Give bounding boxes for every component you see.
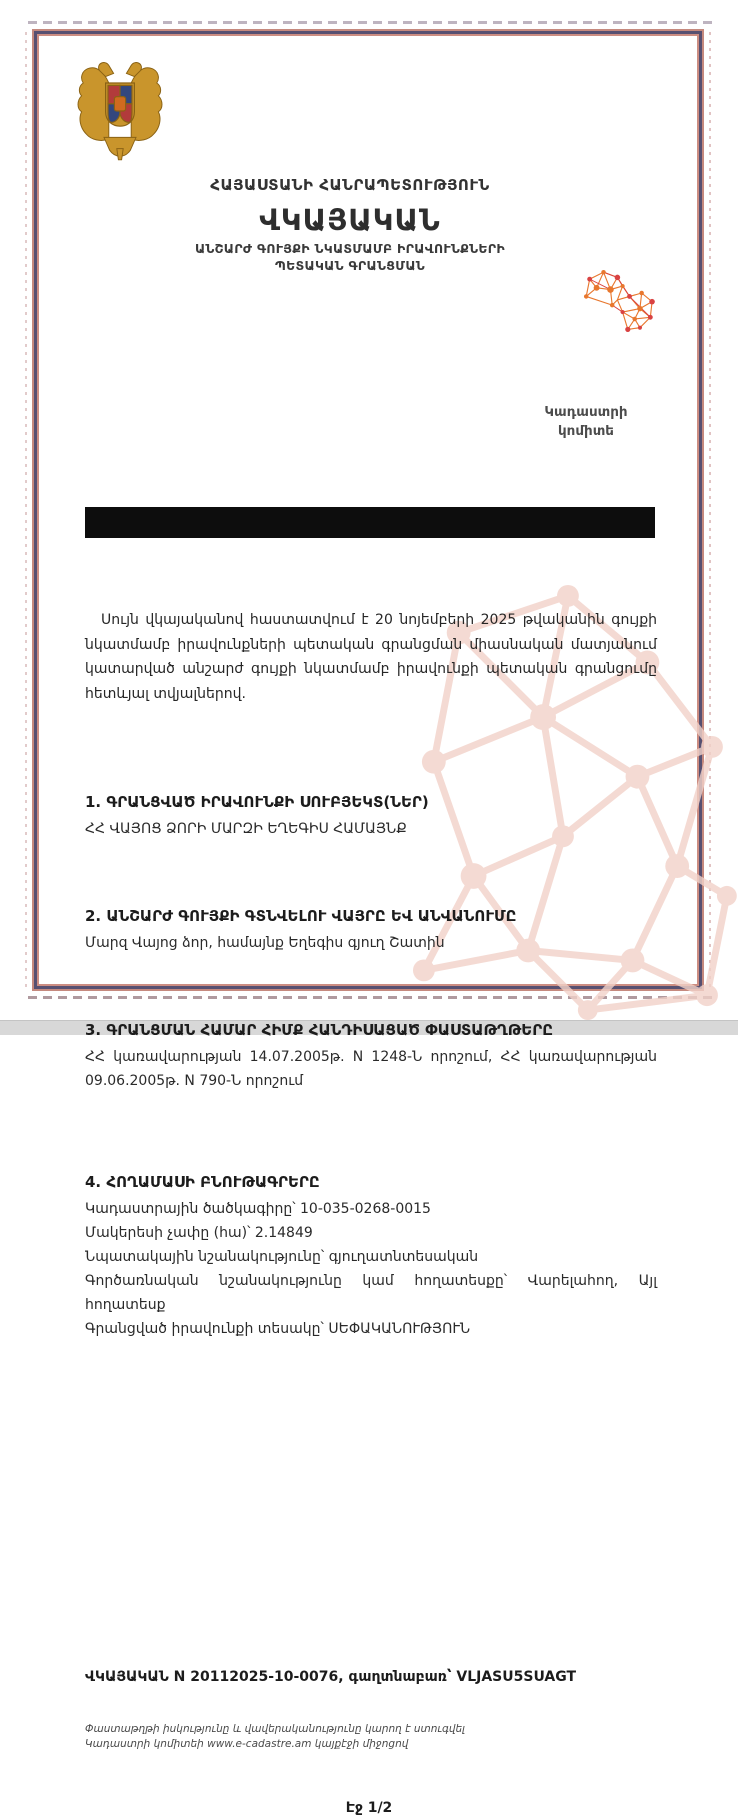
area-size-line: Մակերեսի չափը (հա)՝ 2.14849 [85, 1225, 313, 1241]
section-registered-right-subjects [85, 792, 657, 841]
cadastre-logo-text-line2: կոմիտե [558, 423, 614, 439]
redaction-bar [85, 507, 655, 538]
section-4-heading: 4. ՀՈՂԱՄԱՍԻ ԲՆՈՒԹԱԳՐԵՐԸ [85, 1173, 320, 1191]
section-property-location [85, 906, 657, 955]
right-type-line: Գրանցված իրավունքի տեսակը՝ ՍԵՓԱԿԱՆՈՒԹՅՈՒՆ [85, 1321, 471, 1337]
cadastral-code-line: Կադաստրային ծածկագիրը՝ 10-035-0268-0015 [85, 1201, 431, 1217]
section-3-line: ՀՀ կառավարության 14.07.2005թ. N 1248-Ն որոշում, ՀՀ կառավարության 09.06.2005թ. N 790-Ն որոշում [85, 1049, 657, 1089]
intro-paragraph: Սույն վկայականով հաստատվում է 20 նոյեմբերի 2025 թվականին գույքի նկատմամբ իրավունքների պետական գրանցման միասնական մատյանում կատարված անշարժ գույքի նկատմամբ իրավունքի պետական գրանցումը հետևյալ տվյալներով. [85, 612, 657, 702]
section-1-line: ՀՀ ՎԱՅՈՑ ՁՈՐԻ ՄԱՐԶԻ ԵՂԵԳԻՍ ՀԱՄԱՅՆՔ [85, 821, 407, 837]
document-subtitle-line2: ՊԵՏԱԿԱՆ ԳՐԱՆՑՄԱՆ [274, 258, 426, 273]
certificate-number-line: ՎԿԱՅԱԿԱՆ N 20112025-10-0076, գաղտնաբառ՝ VLJASU5SUAGT [85, 1669, 577, 1685]
dashed-line-top [28, 21, 712, 24]
page-number: Էջ 1/2 [345, 1800, 393, 1816]
section-2-heading: 2. ԱՆՇԱՐԺ ԳՈՒՅՔԻ ԳՏՆՎԵԼՈՒ ՎԱՅՐԸ ԵՎ ԱՆՎԱՆՈՒՄԸ [85, 907, 517, 925]
section-1-heading: 1. ԳՐԱՆՑՎԱԾ ԻՐԱՎՈՒՆՔԻ ՍՈՒԲՅԵԿՏ(ՆԵՐ) [85, 793, 429, 811]
armenia-coat-of-arms-icon [72, 56, 168, 166]
dotted-line-left [25, 32, 27, 990]
cadastre-logo-icon [568, 267, 672, 345]
document-header [168, 176, 532, 273]
verification-note: Փաստաթղթի իսկությունը և վավերականությունը կարող է ստուգվել Կադաստրի կոմիտեի www.e-cadastre.am կայքէջի միջոցով [85, 1723, 466, 1750]
section-basis-documents [85, 1020, 657, 1093]
cadastre-logo-text [532, 403, 640, 441]
functional-purpose-line: Գործառնական նշանակությունը կամ հողատեսքը՝ Վարելահող, Այլ հողատեսք [85, 1273, 657, 1313]
document-title: ՎԿԱՅԱԿԱՆ [259, 203, 441, 237]
section-2-line: Մարզ Վայոց ձոր, համայնք Եղեգիս գյուղ Շատին [85, 935, 445, 951]
section-3-heading: 3. ԳՐԱՆՑՄԱՆ ՀԱՄԱՐ ՀԻՄՔ ՀԱՆԴԻՍԱՑԱԾ ՓԱՍՏԱԹՂԹԵՐԸ [85, 1021, 554, 1039]
document-subtitle-line1: ԱՆՇԱՐԺ ԳՈՒՅՔԻ ՆԿԱՏՄԱՄԲ ԻՐԱՎՈՒՆՔՆԵՐԻ [194, 241, 506, 256]
cadastre-logo-text-line1: Կադաստրի [544, 404, 628, 420]
section-parcel-characteristics [85, 1172, 657, 1341]
designated-purpose-line: Նպատակային նշանակությունը՝ գյուղատնտեսական [85, 1249, 479, 1265]
country-title: ՀԱՅԱՍՏԱՆԻ ՀԱՆՐԱՊԵՏՈՒԹՅՈՒՆ [210, 176, 490, 194]
